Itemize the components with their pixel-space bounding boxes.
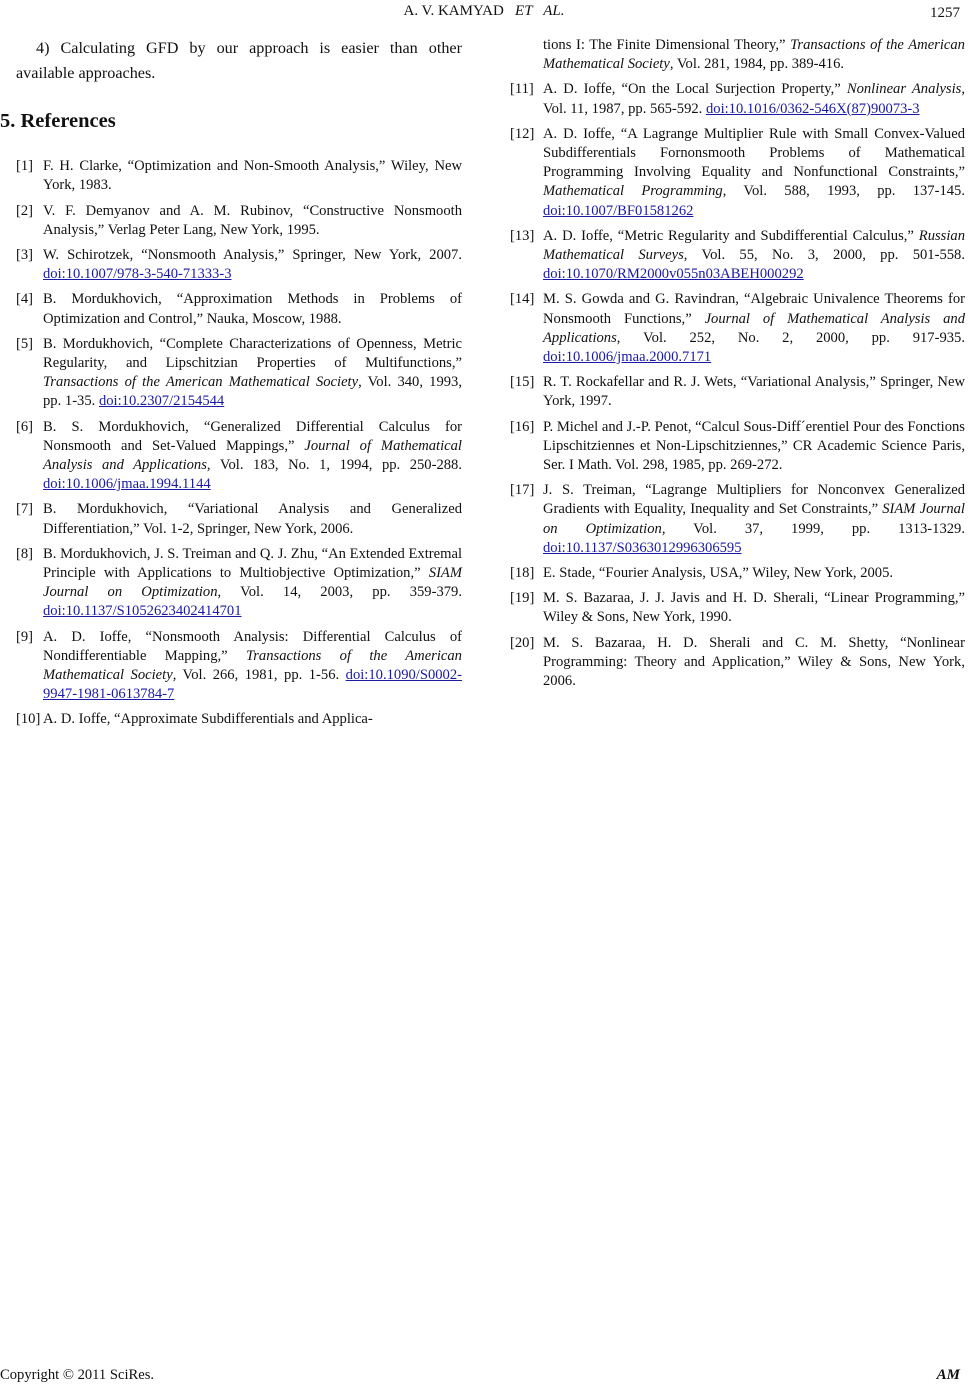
reference-venue: Journal of Mathematical Analysis and Applications (43, 437, 462, 474)
reference-item (510, 80, 965, 118)
reference-number: [9] (16, 628, 34, 645)
reference-continuation (510, 36, 965, 74)
reference-number: [15] (510, 374, 535, 391)
reference-venue: SIAM Journal on Optimization (543, 501, 965, 537)
reference-item (16, 246, 462, 284)
reference-item (16, 335, 462, 412)
reference-number: [17] (510, 482, 535, 499)
reference-text: J. S. Treiman, “Lagrange Multipliers for Nonconvex Generalized Gradients with Equality, Inequality and Set Constraints,” (543, 482, 965, 518)
reference-number: [2] (16, 202, 34, 219)
reference-item (16, 290, 462, 328)
reference-item (510, 481, 965, 558)
doi-link[interactable]: doi:10.1137/S0363012996306595 (543, 539, 742, 556)
reference-text: B. Mordukhovich, “Variational Analysis and Generalized Differentiation,” Vol. 1-2, Springer, New York, 2006. (43, 501, 462, 537)
reference-item (510, 373, 965, 411)
header-authors: A. V. KAMYAD (403, 3, 504, 19)
reference-item (16, 500, 462, 538)
reference-venue: Transactions of the American Mathematical Society (43, 647, 462, 684)
reference-text: , Vol. 588, 1993, pp. 137-145. (722, 183, 965, 200)
doi-link[interactable]: doi:10.1007/978-3-540-71333-3 (43, 266, 232, 283)
reference-venue: Transactions of the American Mathematical Society (43, 374, 359, 391)
reference-text: P. Michel and J.-P. Penot, “Calcul Sous-Diff´erentiel Pour des Fonctions Lipschitziennes et Non-Lipschitziennes,” CR Academic Science Paris, Ser. I Math. Vol. 298, 1985, pp. 269-272. (543, 418, 965, 474)
reference-number: [19] (510, 590, 535, 607)
footer-journal: AM (936, 1367, 960, 1383)
reference-number: [6] (16, 418, 34, 435)
reference-number: [20] (510, 634, 535, 651)
reference-text: , Vol. 14, 2003, pp. 359-379. (217, 584, 462, 601)
section-title: 5. References (0, 110, 116, 132)
reference-item (510, 227, 965, 285)
reference-text: , Vol. 266, 1981, pp. 1-56. (172, 667, 346, 684)
reference-text: , Vol. 37, 1999, pp. 1313-1329. (661, 520, 965, 537)
reference-text: , Vol. 252, No. 2, 2000, pp. 917-935. (616, 329, 965, 346)
reference-number: [4] (16, 291, 34, 308)
reference-venue: Russian Mathematical Surveys (543, 227, 965, 264)
reference-text: , Vol. 281, 1984, pp. 389-416. (669, 56, 845, 73)
reference-item (510, 125, 965, 221)
reference-item (16, 202, 462, 240)
intro-paragraph: 4) Calculating GFD by our approach is easier than other available approaches. (16, 39, 462, 82)
reference-text: B. S. Mordukhovich, “Generalized Differential Calculus for Nonsmooth and Set-Valued Mappings,” (43, 418, 462, 454)
reference-item (510, 290, 965, 367)
reference-number: [5] (16, 335, 34, 352)
doi-link[interactable]: doi:10.1070/RM2000v055n03ABEH000292 (543, 266, 804, 283)
reference-text: B. Mordukhovich, J. S. Treiman and Q. J. Zhu, “An Extended Extremal Principle with Applications to Multiobjective Optimization,” (43, 545, 462, 582)
reference-item (510, 589, 965, 627)
reference-item (510, 634, 965, 692)
reference-number: [1] (16, 158, 34, 175)
reference-text: M. S. Gowda and G. Ravindran, “Algebraic Univalence Theorems for Nonsmooth Functions,” (543, 291, 965, 327)
reference-venue: Journal of Mathematical Analysis and Applications (543, 310, 965, 346)
reference-text: A. D. Ioffe, “A Lagrange Multiplier Rule with Small Convex-Valued Subdifferentials Fornonsmooth Problems of Mathematical Programming Involving Equality and Nonfunctional Constraints,” (543, 125, 965, 181)
reference-number: [11] (510, 81, 534, 98)
reference-text: E. Stade, “Fourier Analysis, USA,” Wiley, New York, 2005. (543, 565, 894, 582)
reference-venue: Nonlinear Analysis (846, 81, 962, 98)
reference-item (16, 545, 462, 622)
reference-text: A. D. Ioffe, “Metric Regularity and Subdifferential Calculus,” (543, 227, 919, 244)
reference-text: B. Mordukhovich, “Approximation Methods in Problems of Optimization and Control,” Nauka, Moscow, 1988. (43, 291, 462, 327)
doi-link[interactable]: doi:10.1006/jmaa.1994.1144 (43, 476, 211, 493)
reference-number: [16] (510, 418, 535, 435)
reference-item (16, 157, 462, 195)
reference-number: [18] (510, 565, 535, 582)
header-etal: ET AL. (515, 3, 565, 19)
reference-text: V. F. Demyanov and A. M. Rubinov, “Constructive Nonsmooth Analysis,” Verlag Peter Lang, New York, 1995. (43, 202, 462, 238)
doi-link[interactable]: doi:10.1016/0362-546X(87)90073-3 (705, 100, 920, 117)
reference-text: M. S. Bazaraa, H. D. Sherali and C. M. Shetty, “Nonlinear Programming: Theory and Application,” Wiley & Sons, New York, 2006. (543, 634, 965, 690)
reference-number: [10] (16, 711, 41, 728)
footer-copyright: Copyright © 2011 SciRes. (0, 1367, 155, 1383)
doi-link[interactable]: doi:10.1006/jmaa.2000.7171 (543, 349, 712, 366)
reference-text: R. T. Rockafellar and R. J. Wets, “Variational Analysis,” Springer, New York, 1997. (543, 374, 965, 410)
doi-link[interactable]: doi:10.1137/S1052623402414701 (43, 603, 242, 620)
reference-text: F. H. Clarke, “Optimization and Non-Smooth Analysis,” Wiley, New York, 1983. (43, 158, 462, 194)
reference-text: , Vol. 183, No. 1, 1994, pp. 250-288. (206, 457, 463, 474)
left-column (0, 36, 463, 736)
reference-text: tions I: The Finite Dimensional Theory,” (543, 37, 791, 53)
reference-item (16, 710, 462, 729)
reference-text: B. Mordukhovich, “Complete Characterizations of Openness, Metric Regularity, and Lipschitzian Properties of Multifunctions,” (43, 335, 462, 372)
reference-number: [12] (510, 125, 535, 142)
reference-number: [8] (16, 545, 34, 562)
doi-link[interactable]: doi:10.1090/S0002-9947-1981-0613784-7 (43, 667, 463, 703)
running-header (0, 2, 968, 21)
reference-item (510, 564, 965, 583)
reference-venue: Transactions of the American Mathematical Society (543, 37, 965, 73)
doi-link[interactable]: doi:10.1007/BF01581262 (543, 202, 694, 219)
reference-text: W. Schirotzek, “Nonsmooth Analysis,” Springer, New York, 2007. (43, 247, 462, 264)
page-number: 1257 (930, 5, 960, 21)
reference-text: , Vol. 340, 1993, pp. 1-35. (43, 374, 462, 410)
reference-number: [3] (16, 247, 34, 264)
reference-item (16, 418, 462, 495)
reference-number: [13] (510, 227, 535, 244)
reference-number: [7] (16, 501, 34, 518)
doi-link[interactable]: doi:10.2307/2154544 (98, 393, 225, 410)
reference-venue: SIAM Journal on Optimization (43, 565, 462, 601)
reference-text: , Vol. 55, No. 3, 2000, pp. 501-558. (683, 247, 965, 264)
reference-text: M. S. Bazaraa, J. J. Javis and H. D. Sherali, “Linear Programming,” Wiley & Sons, New York, 1990. (543, 590, 965, 626)
reference-text: A. D. Ioffe, “Nonsmooth Analysis: Differential Calculus of Nondifferentiable Mapping,” (43, 628, 462, 664)
reference-item (16, 628, 462, 705)
right-column (510, 36, 965, 697)
reference-text: A. D. Ioffe, “On the Local Surjection Property,” (543, 81, 847, 98)
reference-list-right (510, 80, 965, 691)
reference-number: [14] (510, 291, 535, 308)
reference-list-left (16, 157, 462, 729)
reference-item (510, 418, 965, 476)
reference-text: A. D. Ioffe, “Approximate Subdifferentials and Applica- (43, 711, 373, 728)
reference-venue: Mathematical Programming (543, 183, 723, 200)
reference-text: , Vol. 11, 1987, pp. 565-592. (543, 81, 965, 117)
